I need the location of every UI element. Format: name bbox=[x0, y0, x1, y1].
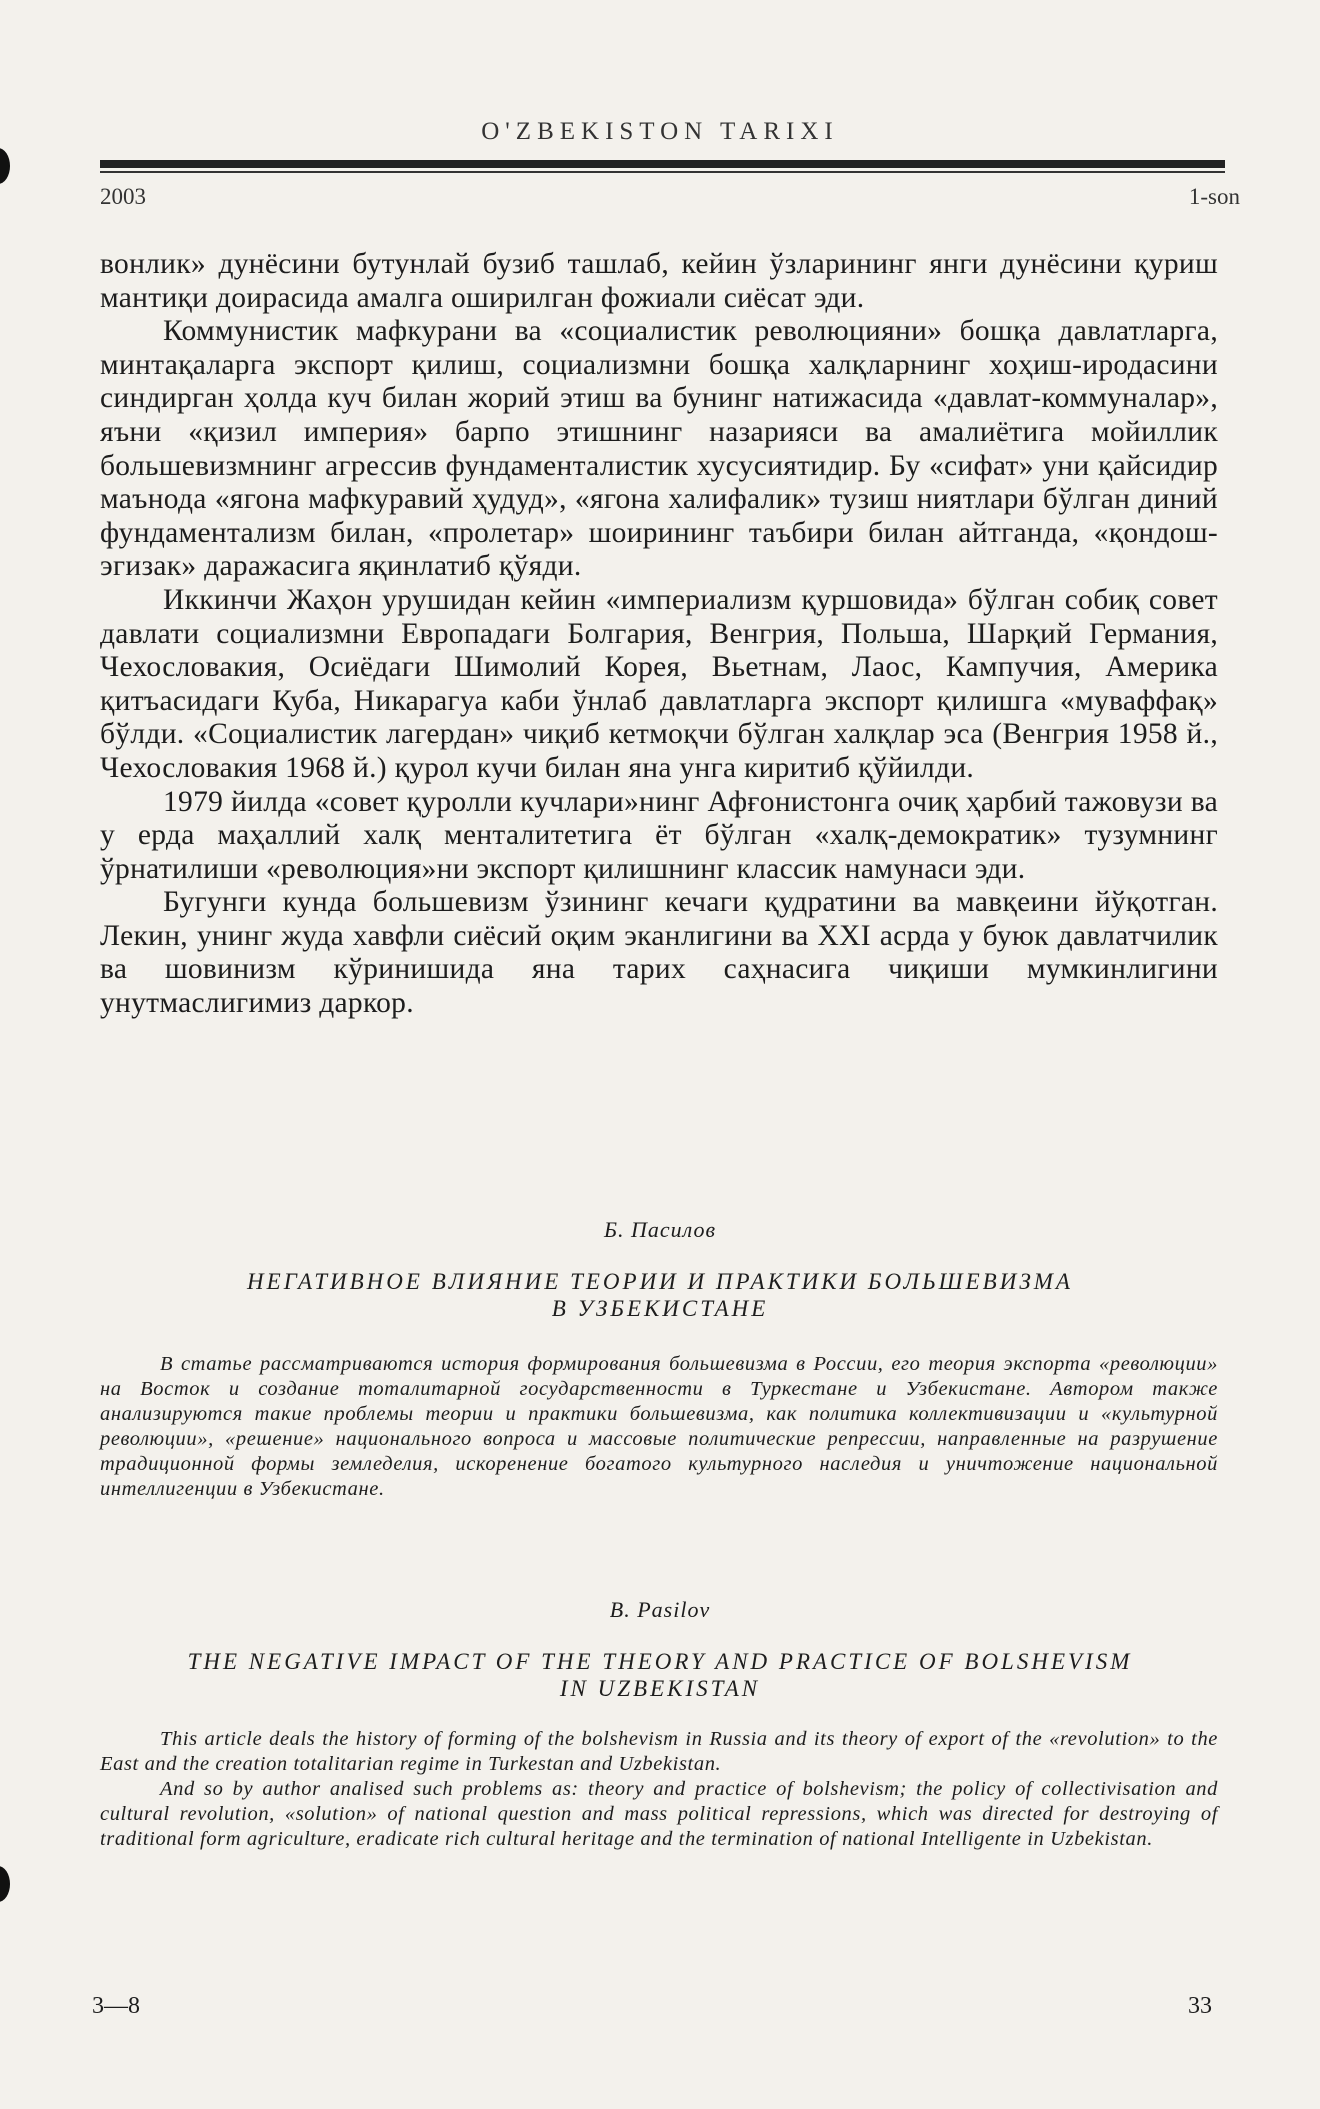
title-ru bbox=[100, 1268, 1220, 1322]
abstract-ru-paragraph: В статье рассматриваются история формирования большевизма в России, его теория экспорта «революции» на Восток и создание тоталитарной государственности в Туркестане и Узбекистане. Автором также анализируются такие проблемы теории и практики большевизма, как политика коллективизации и «культурной революции», «решение» национального вопроса и массовые политические репрессии, направленные на разрушение традиционной формы земледелия, искоренение богатого культурного наследия и уничтожение национальной интеллигенции в Узбекистане. bbox=[100, 1353, 1218, 1500]
title-en bbox=[100, 1648, 1220, 1702]
title-ru-line1: НЕГАТИВНОЕ ВЛИЯНИЕ ТЕОРИИ И ПРАКТИКИ БОЛЬШЕВИЗМА bbox=[247, 1269, 1073, 1294]
author-ru: Б. Пасилов bbox=[603, 1217, 717, 1242]
article-body bbox=[100, 248, 1218, 1021]
header-rule-thick bbox=[100, 160, 1225, 168]
title-ru-line2: В УЗБЕКИСТАНЕ bbox=[551, 1296, 769, 1321]
journal-title: O'ZBEKISTON TARIXI bbox=[481, 118, 839, 145]
body-paragraph: Бугунги кунда большевизм ўзининг кечаги қудратини ва мавқеини йўқотган. Лекин, унинг жуда хавфли сиёсий оқим эканлигини ва XXI асрда у буюк давлатчилик ва шовинизм кўринишида яна тарих саҳнасига чиқиши мумкинлигини унутмаслигимиз даркор. bbox=[100, 886, 1218, 1020]
binder-hole-bottom bbox=[0, 1866, 10, 1902]
page-number: 33 bbox=[1188, 1993, 1212, 2019]
footer-signature: 3—8 bbox=[92, 1993, 140, 2019]
author-en: B. Pasilov bbox=[609, 1597, 711, 1622]
body-paragraph: вонлик» дунёсини бутунлай бузиб ташлаб, кейин ўзларининг янги дунёсини қуриш мантиқи доирасида амалга оширилган фожиали сиёсат эди. bbox=[100, 248, 1218, 314]
body-paragraph: Иккинчи Жаҳон урушидан кейин «империализм қуршовида» бўлган собиқ совет давлати социализмни Европадаги Болгария, Венгрия, Польша, Шарқий Германия, Чехословакия, Осиёдаги Шимолий Корея, Вьетнам, Лаос, Кампучия, Америка қитъасидаги Куба, Никарагуа каби ўнлаб давлатларга экспорт қилишга «муваффақ» бўлди. «Социалистик лагердан» чиқиб кетмоқчи бўлган халқлар эса (Венгрия 1958 й., Чехословакия 1968 й.) қурол кучи билан яна унга киритиб қўйилди. bbox=[100, 583, 1218, 784]
body-paragraph: 1979 йилда «совет қуролли кучлари»нинг Афғонистонга очиқ ҳарбий тажовузи ва у ерда маҳаллий халқ менталитетига ёт бўлган «халқ-демократик» тузумнинг ўрнатилиши «революция»ни экспорт қилишнинг классик намунаси эди. bbox=[100, 785, 1218, 885]
abstract-ru bbox=[100, 1352, 1218, 1502]
header-rule-thin bbox=[100, 171, 1225, 173]
binder-hole-top bbox=[0, 148, 10, 184]
abstract-en-paragraph: This article deals the history of forming of the bolshevism in Russia and its theory of export of the «revolution» to the East and the creation totalitarian regime in Turkestan and Uzbekistan. bbox=[100, 1728, 1218, 1775]
header-year: 2003 bbox=[100, 184, 146, 209]
abstract-en bbox=[100, 1727, 1218, 1852]
header-issue: 1-son bbox=[1188, 184, 1240, 209]
abstract-en-paragraph: And so by author analised such problems as: theory and practice of bolshevism; the policy of collectivisation and cultural revolution, «solution» of national question and mass political repressions, which was directed for destroying of traditional form agriculture, eradicate rich cultural heritage and the termination of national Intelligente in Uzbekistan. bbox=[100, 1778, 1218, 1850]
title-en-line2: IN UZBEKISTAN bbox=[559, 1676, 761, 1701]
body-paragraph: Коммунистик мафкурани ва «социалистик революцияни» бошқа давлатларга, минтақаларга экспорт қилиш, социализмни бошқа халқларнинг хоҳиш-иродасини синдирган ҳолда куч билан жорий этиш ва бунинг натижасида «давлат-коммуналар», яъни «қизил империя» барпо этишнинг назарияси ва амалиётига мойиллик большевизмнинг агрессив фундаменталистик хусусиятидир. Бу «сифат» уни қайсидир маънода «ягона мафкуравий ҳудуд», «ягона халифалик» тузиш ниятлари бўлган диний фундаментализм билан, «пролетар» шоирининг таъбири билан айтганда, «қондош-эгизак» даражасига яқинлатиб қўяди. bbox=[100, 315, 1218, 583]
title-en-line1: THE NEGATIVE IMPACT OF THE THEORY AND PRACTICE OF BOLSHEVISM bbox=[187, 1649, 1133, 1674]
